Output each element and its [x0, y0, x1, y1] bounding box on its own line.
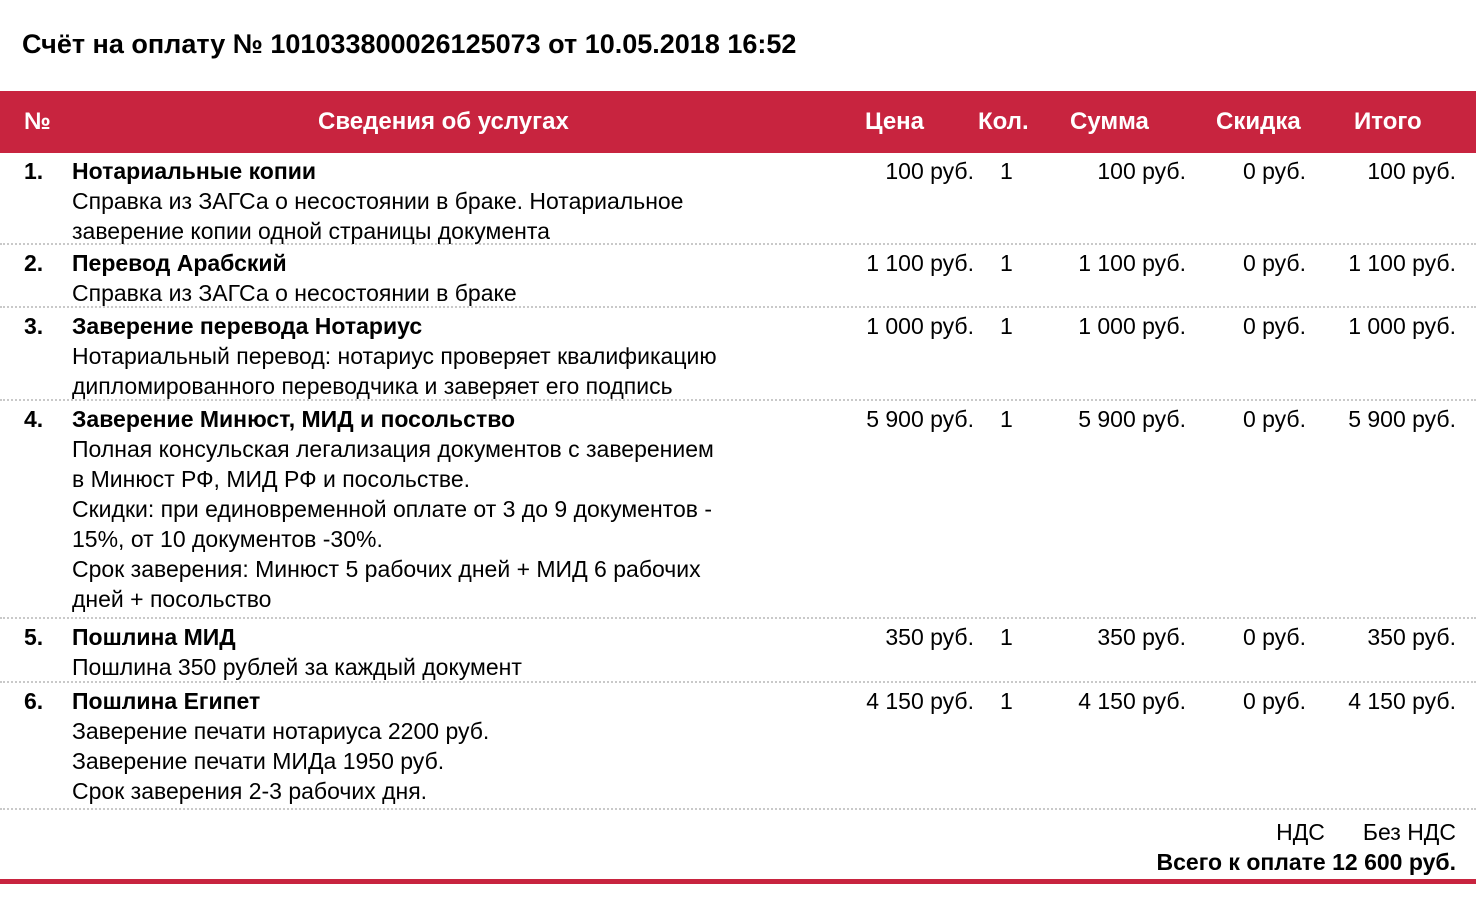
table-row	[0, 245, 1476, 308]
table-row	[0, 153, 1476, 245]
discount-cell: 0 руб.	[1242, 406, 1306, 432]
service-name: Пошлина МИД	[72, 624, 236, 650]
sum-cell: 5 900 руб.	[1078, 406, 1186, 432]
header-service: Сведения об услугах	[318, 108, 569, 135]
service-description: Заверение печати нотариуса 2200 руб. Заверение печати МИДа 1950 руб. Срок заверения 2-3 рабочих дня.	[72, 718, 490, 804]
vat-value: Без НДС	[1362, 819, 1456, 845]
service-description: Пошлина 350 рублей за каждый документ	[72, 654, 522, 680]
sum-cell: 100 руб.	[1097, 158, 1186, 184]
discount-cell: 0 руб.	[1242, 313, 1306, 339]
qty-cell: 1	[1000, 688, 1013, 714]
row-number: 4.	[24, 406, 44, 432]
service-info	[72, 248, 832, 308]
total-cell: 1 100 руб.	[1348, 250, 1456, 276]
price-cell: 100 руб.	[885, 158, 974, 184]
qty-cell: 1	[1000, 406, 1013, 432]
service-info	[72, 686, 832, 806]
table-header	[0, 91, 1476, 153]
row-number: 2.	[24, 250, 44, 276]
qty-cell: 1	[1000, 313, 1013, 339]
grand-total: Всего к оплате 12 600 руб.	[1156, 849, 1456, 875]
service-info	[72, 622, 832, 682]
qty-cell: 1	[1000, 624, 1013, 650]
total-cell: 4 150 руб.	[1348, 688, 1456, 714]
service-description: Полная консульская легализация документов с заверением в Минюст РФ, МИД РФ и посольстве. Скидки: при единовременной оплате от 3 до 9 документов - 15%, от 10 документов -30%. Срок заверения: Минюст 5 рабочих дней + МИД 6 рабочих дней + посольство	[72, 436, 714, 612]
service-info	[72, 311, 832, 401]
qty-cell: 1	[1000, 250, 1013, 276]
price-cell: 1 000 руб.	[866, 313, 974, 339]
sum-cell: 350 руб.	[1097, 624, 1186, 650]
service-name: Заверение Минюст, МИД и посольство	[72, 406, 516, 432]
service-info	[72, 404, 832, 614]
price-cell: 4 150 руб.	[866, 688, 974, 714]
total-cell: 350 руб.	[1367, 624, 1456, 650]
discount-cell: 0 руб.	[1242, 158, 1306, 184]
service-name: Нотариальные копии	[72, 158, 317, 184]
header-total: Итого	[1354, 108, 1422, 135]
table-body	[0, 153, 1476, 810]
header-sum: Сумма	[1070, 108, 1149, 135]
discount-cell: 0 руб.	[1242, 250, 1306, 276]
service-description: Справка из ЗАГСа о несостоянии в браке. Нотариальное заверение копии одной страницы документа	[72, 188, 684, 244]
service-name: Пошлина Египет	[72, 688, 261, 714]
sum-cell: 4 150 руб.	[1078, 688, 1186, 714]
row-number: 1.	[24, 158, 44, 184]
sum-cell: 1 100 руб.	[1078, 250, 1186, 276]
header-qty: Кол.	[978, 108, 1029, 135]
price-cell: 350 руб.	[885, 624, 974, 650]
row-number: 3.	[24, 313, 44, 339]
price-cell: 5 900 руб.	[866, 406, 974, 432]
service-description: Справка из ЗАГСа о несостоянии в браке	[72, 280, 517, 306]
header-num: №	[24, 108, 51, 135]
total-cell: 100 руб.	[1367, 158, 1456, 184]
header-discount: Скидка	[1216, 108, 1301, 135]
bottom-divider	[0, 879, 1476, 884]
row-number: 5.	[24, 624, 44, 650]
service-name: Заверение перевода Нотариус	[72, 313, 423, 339]
discount-cell: 0 руб.	[1242, 624, 1306, 650]
total-cell: 1 000 руб.	[1348, 313, 1456, 339]
vat-line	[1276, 817, 1456, 847]
sum-cell: 1 000 руб.	[1078, 313, 1186, 339]
invoice-title: Счёт на оплату № 101033800026125073 от 10.05.2018 16:52	[22, 29, 797, 59]
service-info	[72, 156, 832, 246]
price-cell: 1 100 руб.	[866, 250, 974, 276]
table-row	[0, 401, 1476, 619]
table-row	[0, 619, 1476, 683]
service-name: Перевод Арабский	[72, 250, 287, 276]
table-row	[0, 308, 1476, 401]
header-price: Цена	[865, 108, 925, 135]
total-cell: 5 900 руб.	[1348, 406, 1456, 432]
qty-cell: 1	[1000, 158, 1013, 184]
row-number: 6.	[24, 688, 44, 714]
service-description: Нотариальный перевод: нотариус проверяет квалификацию дипломированного переводчика и заверяет его подпись	[72, 343, 717, 399]
discount-cell: 0 руб.	[1242, 688, 1306, 714]
vat-label: НДС	[1276, 819, 1325, 845]
table-row	[0, 683, 1476, 810]
